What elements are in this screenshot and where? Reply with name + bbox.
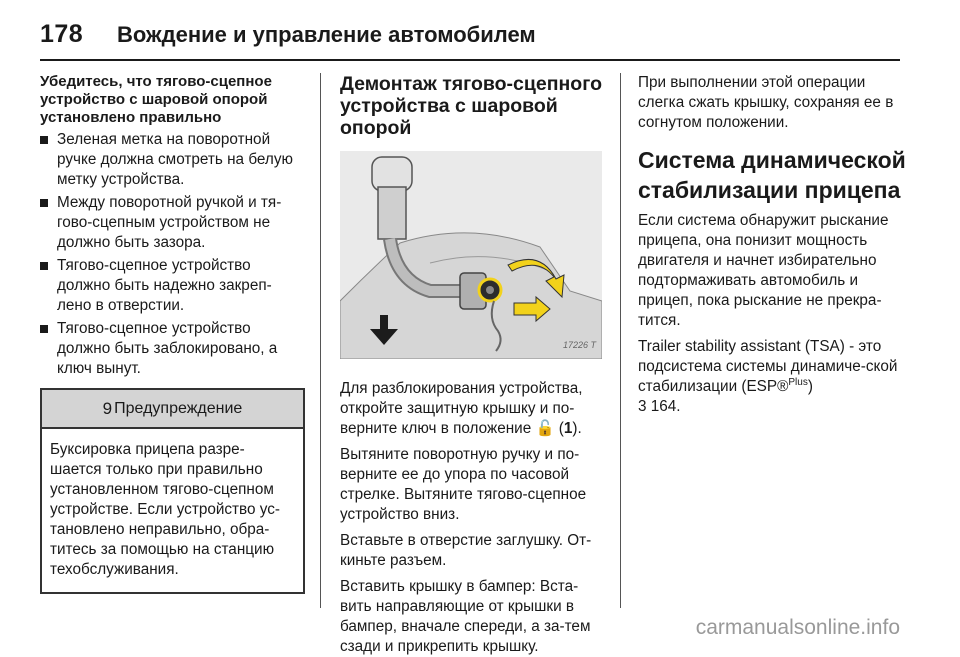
paragraph: Trailer stability assistant (TSA) - это подсистема системы динамиче-ской стабилизации (ESP®$^{Plus}$) 3 164.	[638, 338, 898, 415]
page-reference-link[interactable]: 164.	[646, 398, 681, 415]
warning-header	[42, 390, 303, 429]
bullet-square-icon	[40, 262, 48, 270]
bullet-square-icon	[40, 325, 48, 333]
reference-number: 1	[563, 420, 573, 437]
check-list	[40, 130, 305, 379]
page-number: 178	[40, 20, 84, 48]
page-reference-arrow-icon: 3	[638, 398, 647, 415]
paragraph: Для разблокирования устройства, откройте защитную крышку и по-верните ключ в положение 🔓 (1).	[340, 380, 583, 437]
page-header	[40, 20, 900, 48]
list-item: Тягово-сцепное устройство должно быть заблокировано, а ключ вынут.	[40, 319, 305, 379]
warning-triangle-icon: 9	[102, 398, 113, 418]
tow-bar-illustration	[340, 151, 602, 359]
warning-title: Предупреждение	[114, 399, 243, 417]
figure-id: 17226 T	[562, 340, 596, 350]
list-item: Между поворотной ручкой и тя-гово-сцепным устройством не должно быть зазора.	[40, 193, 305, 253]
paragraph: При выполнении этой операции слегка сжать крышку, сохраняя ее в согнутом положении.	[638, 74, 894, 131]
paragraph: Вставить крышку в бампер: Вста-вить направляющие от крышки в бампер, вначале спереди, а за-тем сзади и прикрепить крышку.	[340, 578, 591, 655]
paragraph: Если система обнаружит рыскание прицепа, она понизит мощность двигателя и начнет избирательно подтормаживать автомобиль и прицеп, пока рыскание не прекра-тится.	[638, 212, 889, 329]
tsa-section-title: Система динамической стабилизации прицепа	[638, 147, 906, 203]
installation-check-heading: Убедитесь, что тягово-сцепное устройство с шаровой опорой установлено правильно	[40, 73, 272, 126]
bullet-square-icon	[40, 136, 48, 144]
list-item: Зеленая метка на поворотной ручке должна смотреть на белую метку устройства.	[40, 130, 305, 190]
column-3	[638, 73, 906, 417]
column-2	[340, 73, 605, 657]
column-divider	[320, 73, 321, 608]
warning-text: Буксировка прицепа разре-шается только при правильно установленном тягово-сцепном устройстве. Если устройство ус-тановлено неправильно, обра-титесь за помощью на станцию техобслуживания.	[50, 441, 280, 578]
column-1	[40, 73, 305, 594]
unlock-icon: 🔓	[535, 420, 555, 437]
list-item: Тягово-сцепное устройство должно быть надежно закреп-лено в отверстии.	[40, 256, 305, 316]
paragraph: Вставьте в отверстие заглушку. От-киньте разъем.	[340, 532, 592, 569]
page-title: Вождение и управление автомобилем	[117, 22, 536, 47]
paragraph: Вытяните поворотную ручку и по-верните ее до упора по часовой стрелке. Вытяните тягово-сцепное устройство вниз.	[340, 446, 587, 523]
header-divider	[40, 59, 900, 61]
bullet-square-icon	[40, 199, 48, 207]
warning-box	[40, 388, 305, 594]
removal-section-title: Демонтаж тягово-сцепного устройства с шаровой опорой	[340, 73, 602, 139]
watermark: carmanualsonline.info	[695, 616, 900, 639]
tow-bar-drawing	[340, 151, 602, 359]
column-divider	[620, 73, 621, 608]
